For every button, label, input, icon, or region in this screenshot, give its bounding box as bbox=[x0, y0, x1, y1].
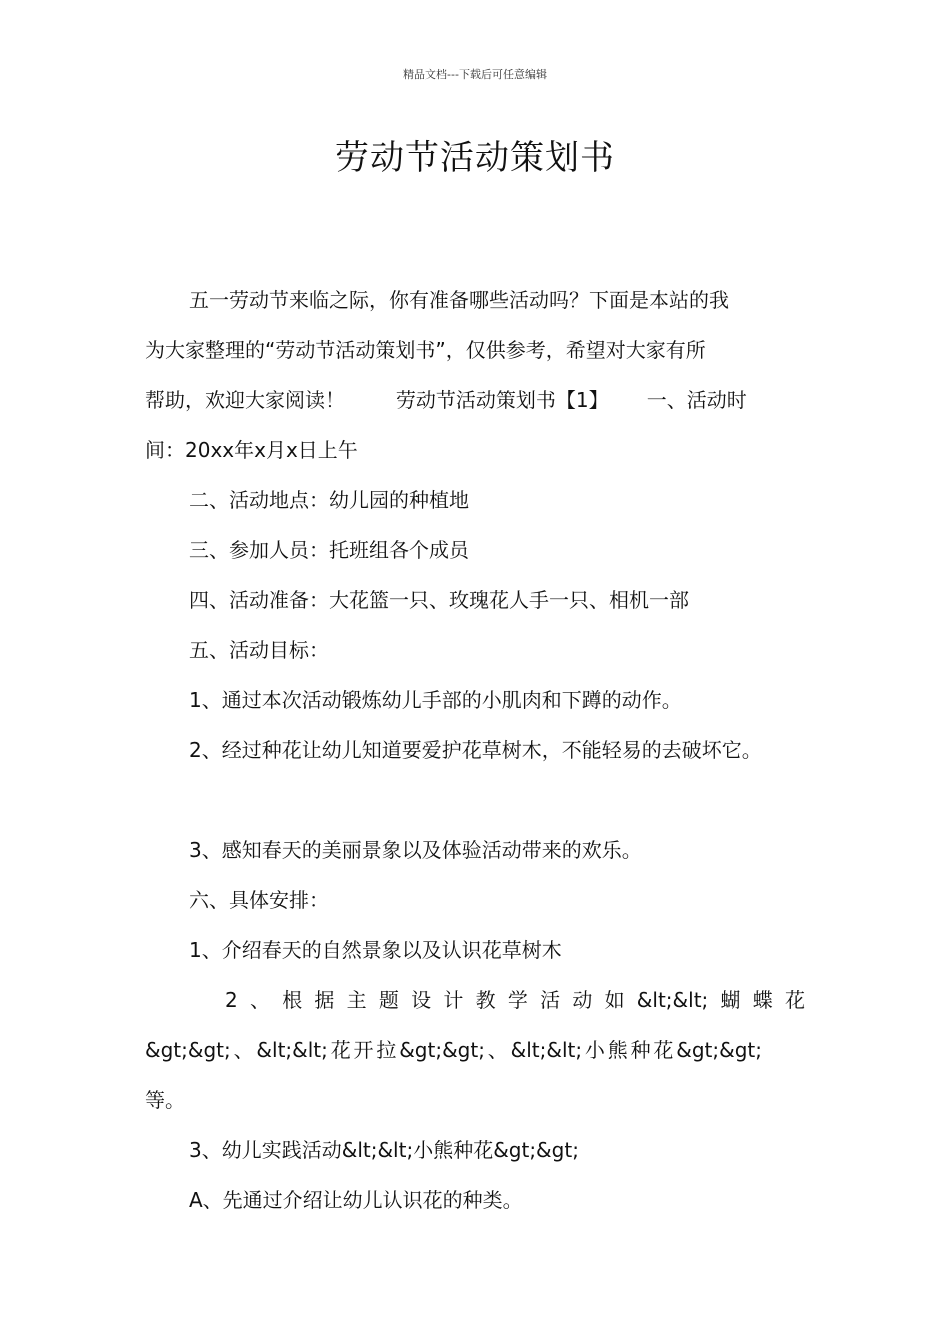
participants-line: 三、参加人员：托班组各个成员 bbox=[189, 538, 469, 562]
goals-heading: 五、活动目标： bbox=[189, 638, 329, 662]
arrangement-subitem: A、先通过介绍让幼儿认识花的种类。 bbox=[189, 1188, 523, 1212]
paragraph-line: 为大家整理的“劳动节活动策划书”，仅供参考，希望对大家有所 bbox=[145, 338, 706, 362]
paragraph-line: 帮助，欢迎大家阅读！ 劳动节活动策划书【1】 一、活动时 bbox=[145, 388, 747, 412]
paragraph-line: 间：20xx年x月x日上午 bbox=[145, 438, 358, 462]
arrangement-item: 2、根据主题设计教学活动如&lt;&lt;蝴蝶花 bbox=[225, 988, 805, 1012]
document-title: 劳动节活动策划书 bbox=[335, 138, 615, 178]
page-header-note: 精品文档---下载后可任意编辑 bbox=[403, 68, 547, 81]
preparation-line: 四、活动准备：大花篮一只、玫瑰花人手一只、相机一部 bbox=[189, 588, 689, 612]
arrangement-item: 1、介绍春天的自然景象以及认识花草树木 bbox=[189, 938, 562, 962]
paragraph-line: &gt;&gt;、&lt;&lt;花开拉&gt;&gt;、&lt;&lt;小熊种花&gt;&gt; bbox=[145, 1038, 762, 1062]
arrangement-item: 3、幼儿实践活动&lt;&lt;小熊种花&gt;&gt; bbox=[189, 1138, 579, 1162]
activity-location-line: 二、活动地点：幼儿园的种植地 bbox=[189, 488, 469, 512]
goal-item: 2、经过种花让幼儿知道要爱护花草树木，不能轻易的去破坏它。 bbox=[189, 738, 762, 762]
arrangement-heading: 六、具体安排： bbox=[189, 888, 329, 912]
paragraph-line: 等。 bbox=[145, 1088, 185, 1112]
goal-item: 1、通过本次活动锻炼幼儿手部的小肌肉和下蹲的动作。 bbox=[189, 688, 682, 712]
paragraph-line: 五一劳动节来临之际，你有准备哪些活动吗？下面是本站的我 bbox=[189, 288, 729, 312]
goal-item: 3、感知春天的美丽景象以及体验活动带来的欢乐。 bbox=[189, 838, 642, 862]
